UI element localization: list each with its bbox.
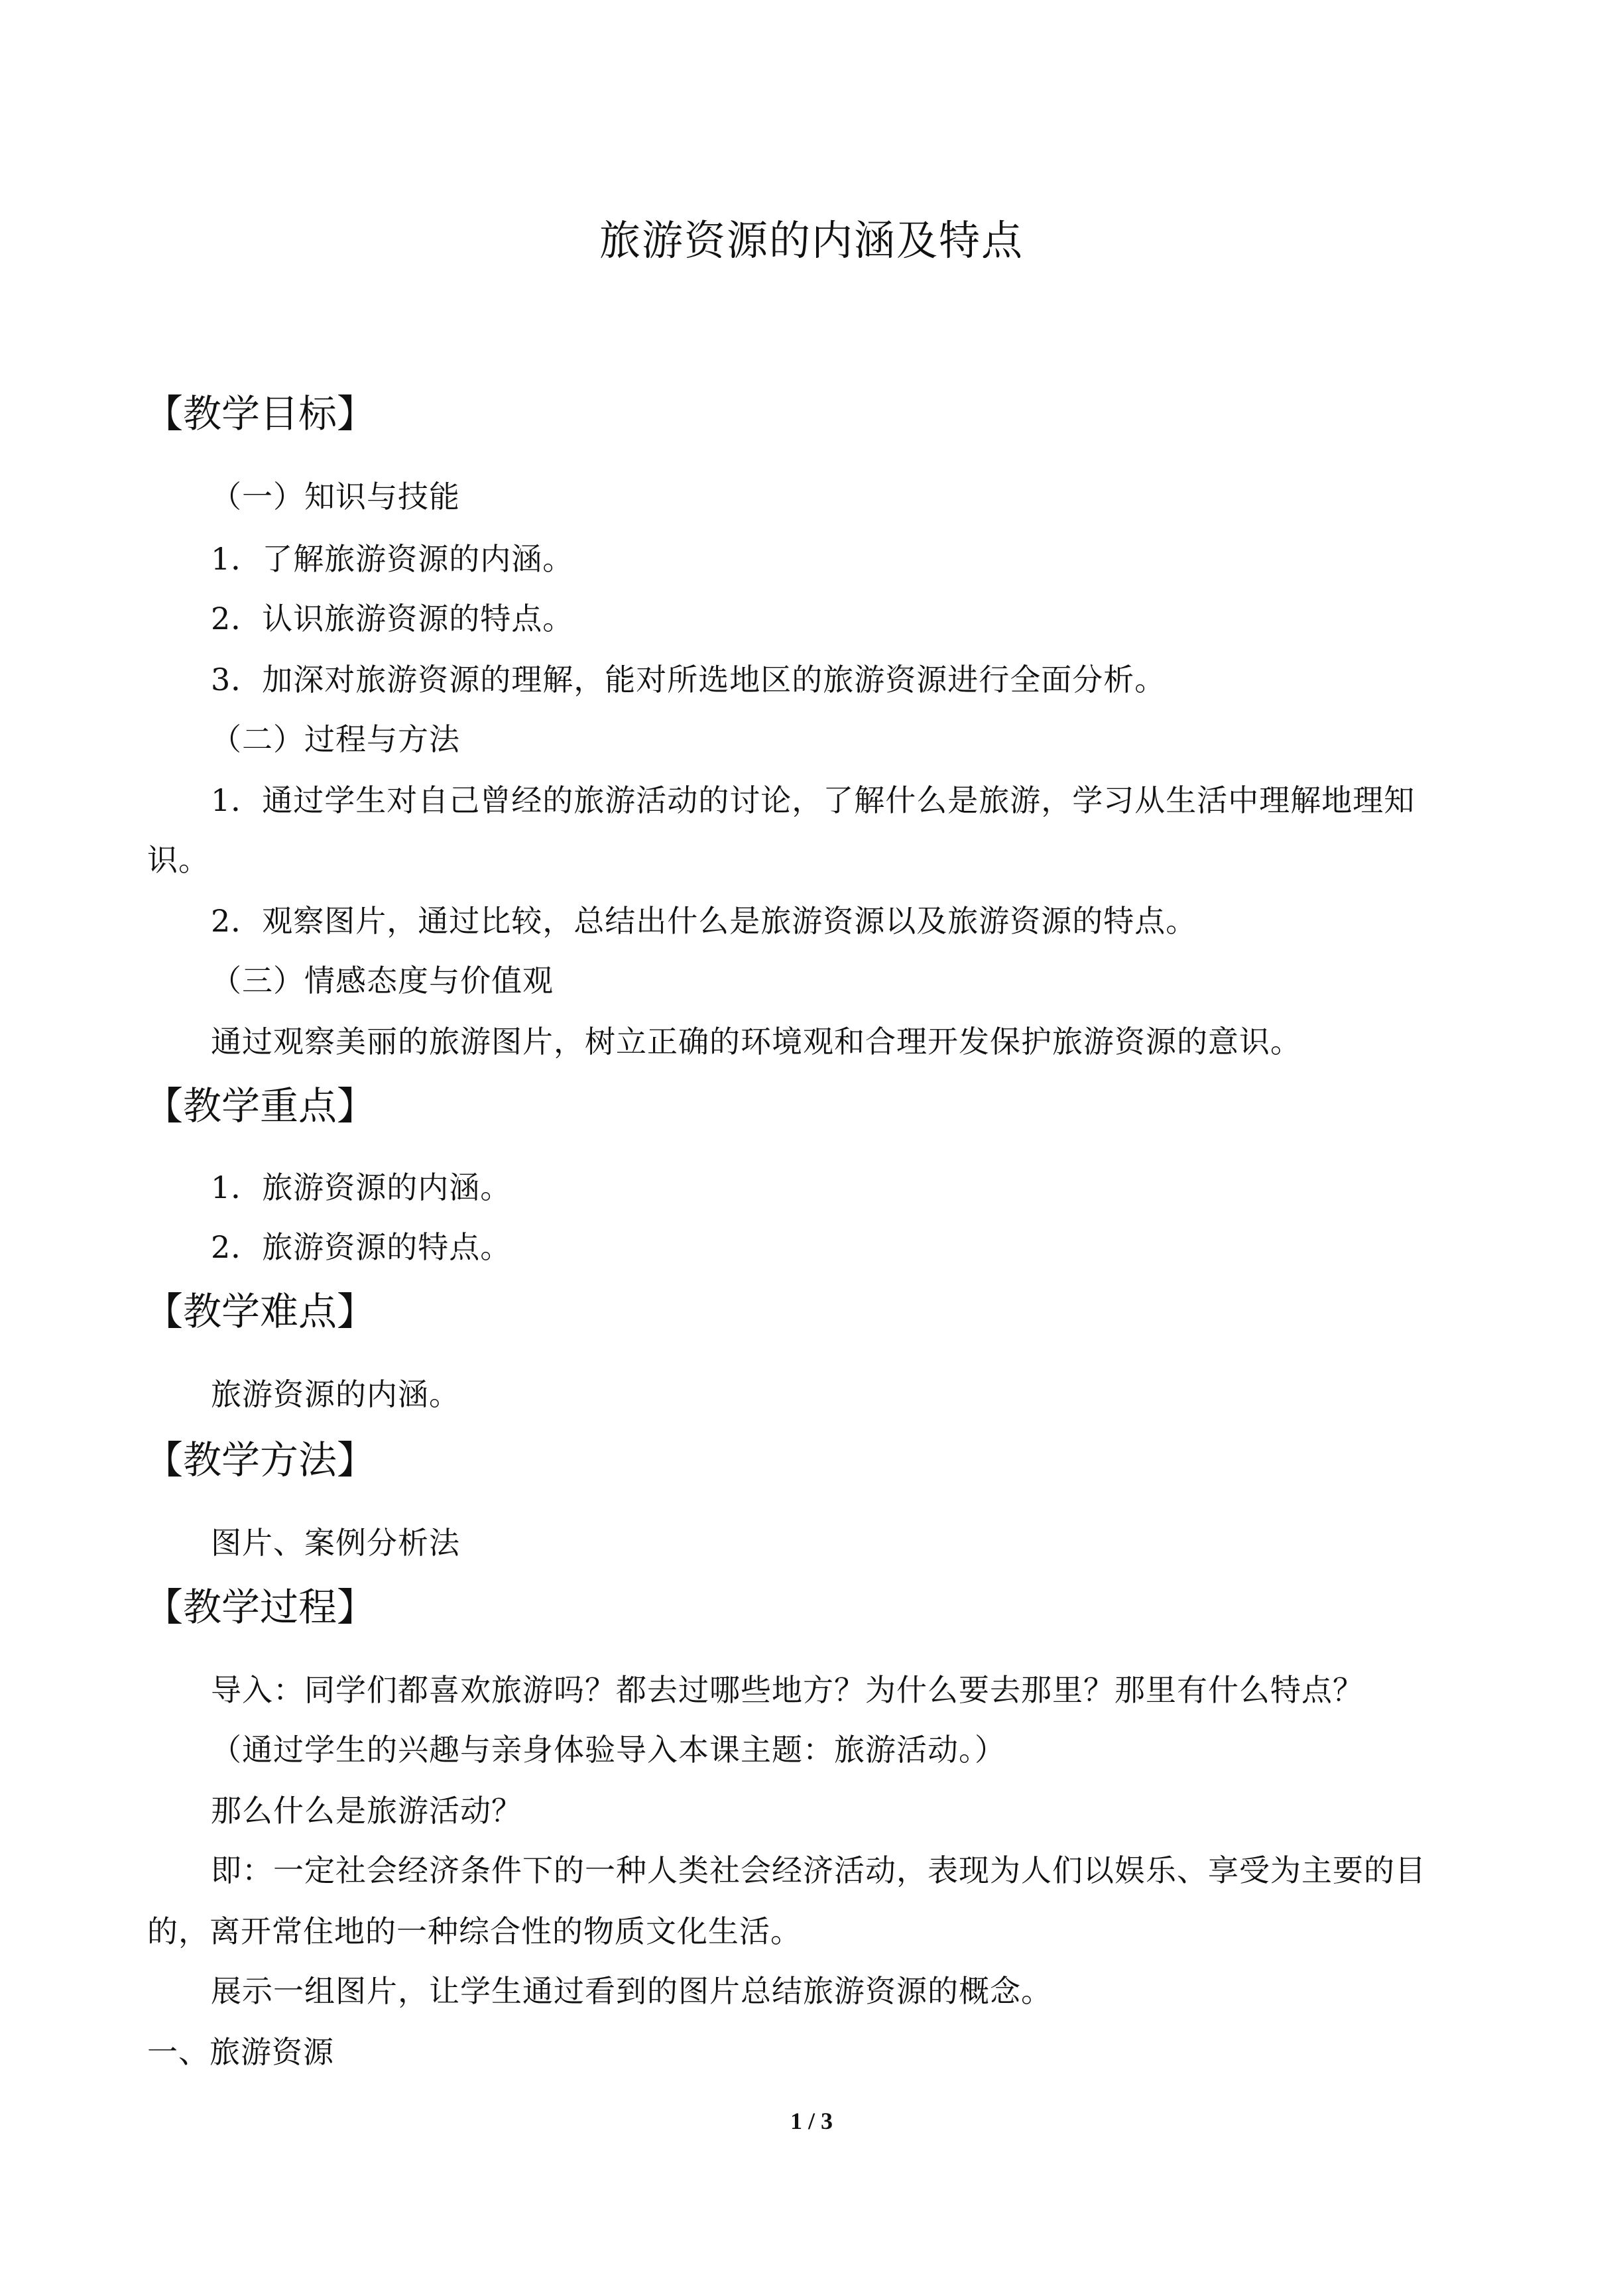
section-heading-keypoints: 【教学重点】 <box>145 1083 376 1128</box>
objective-knowledge-3: 3．加深对旅游资源的理解，能对所选地区的旅游资源进行全面分析。 <box>211 662 1166 697</box>
subheading-attitude: （三）情感态度与价值观 <box>211 963 554 998</box>
difficulty-1: 旅游资源的内涵。 <box>211 1376 460 1412</box>
section-heading-objectives: 【教学目标】 <box>145 391 376 436</box>
process-section-one: 一、旅游资源 <box>147 2034 334 2070</box>
objective-process-2: 2．观察图片，通过比较，总结出什么是旅游资源以及旅游资源的特点。 <box>211 903 1197 939</box>
objective-knowledge-2: 2．认识旅游资源的特点。 <box>211 601 574 636</box>
section-heading-difficulties: 【教学难点】 <box>145 1289 376 1334</box>
page-number: 1 / 3 <box>790 2108 833 2134</box>
subheading-knowledge: （一）知识与技能 <box>211 479 460 514</box>
process-line-4b: 的，离开常住地的一种综合性的物质文化生活。 <box>147 1913 802 1949</box>
subheading-process: （二）过程与方法 <box>211 721 460 757</box>
process-line-5: 展示一组图片，让学生通过看到的图片总结旅游资源的概念。 <box>211 1973 1052 2009</box>
section-heading-methods: 【教学方法】 <box>145 1437 376 1482</box>
process-line-4a: 即：一定社会经济条件下的一种人类社会经济活动，表现为人们以娱乐、享受为主要的目 <box>211 1852 1426 1888</box>
process-line-2: （通过学生的兴趣与亲身体验导入本课主题：旅游活动。） <box>211 1732 1006 1768</box>
method-1: 图片、案例分析法 <box>211 1525 460 1561</box>
keypoint-2: 2．旅游资源的特点。 <box>211 1229 512 1265</box>
objective-process-1-line1: 1．通过学生对自己曾经的旅游活动的讨论，了解什么是旅游，学习从生活中理解地理知 <box>211 782 1415 818</box>
objective-attitude-1: 通过观察美丽的旅游图片，树立正确的环境观和合理开发保护旅游资源的意识。 <box>211 1024 1301 1059</box>
keypoint-1: 1．旅游资源的内涵。 <box>211 1170 512 1205</box>
process-line-1: 导入：同学们都喜欢旅游吗？都去过哪些地方？为什么要去那里？那里有什么特点？ <box>211 1672 1364 1708</box>
section-heading-process: 【教学过程】 <box>145 1585 376 1630</box>
process-line-3: 那么什么是旅游活动？ <box>211 1793 522 1829</box>
objective-process-1-line2: 识。 <box>147 842 210 878</box>
document-title: 旅游资源的内涵及特点 <box>599 216 1024 265</box>
objective-knowledge-1: 1．了解旅游资源的内涵。 <box>211 541 574 577</box>
